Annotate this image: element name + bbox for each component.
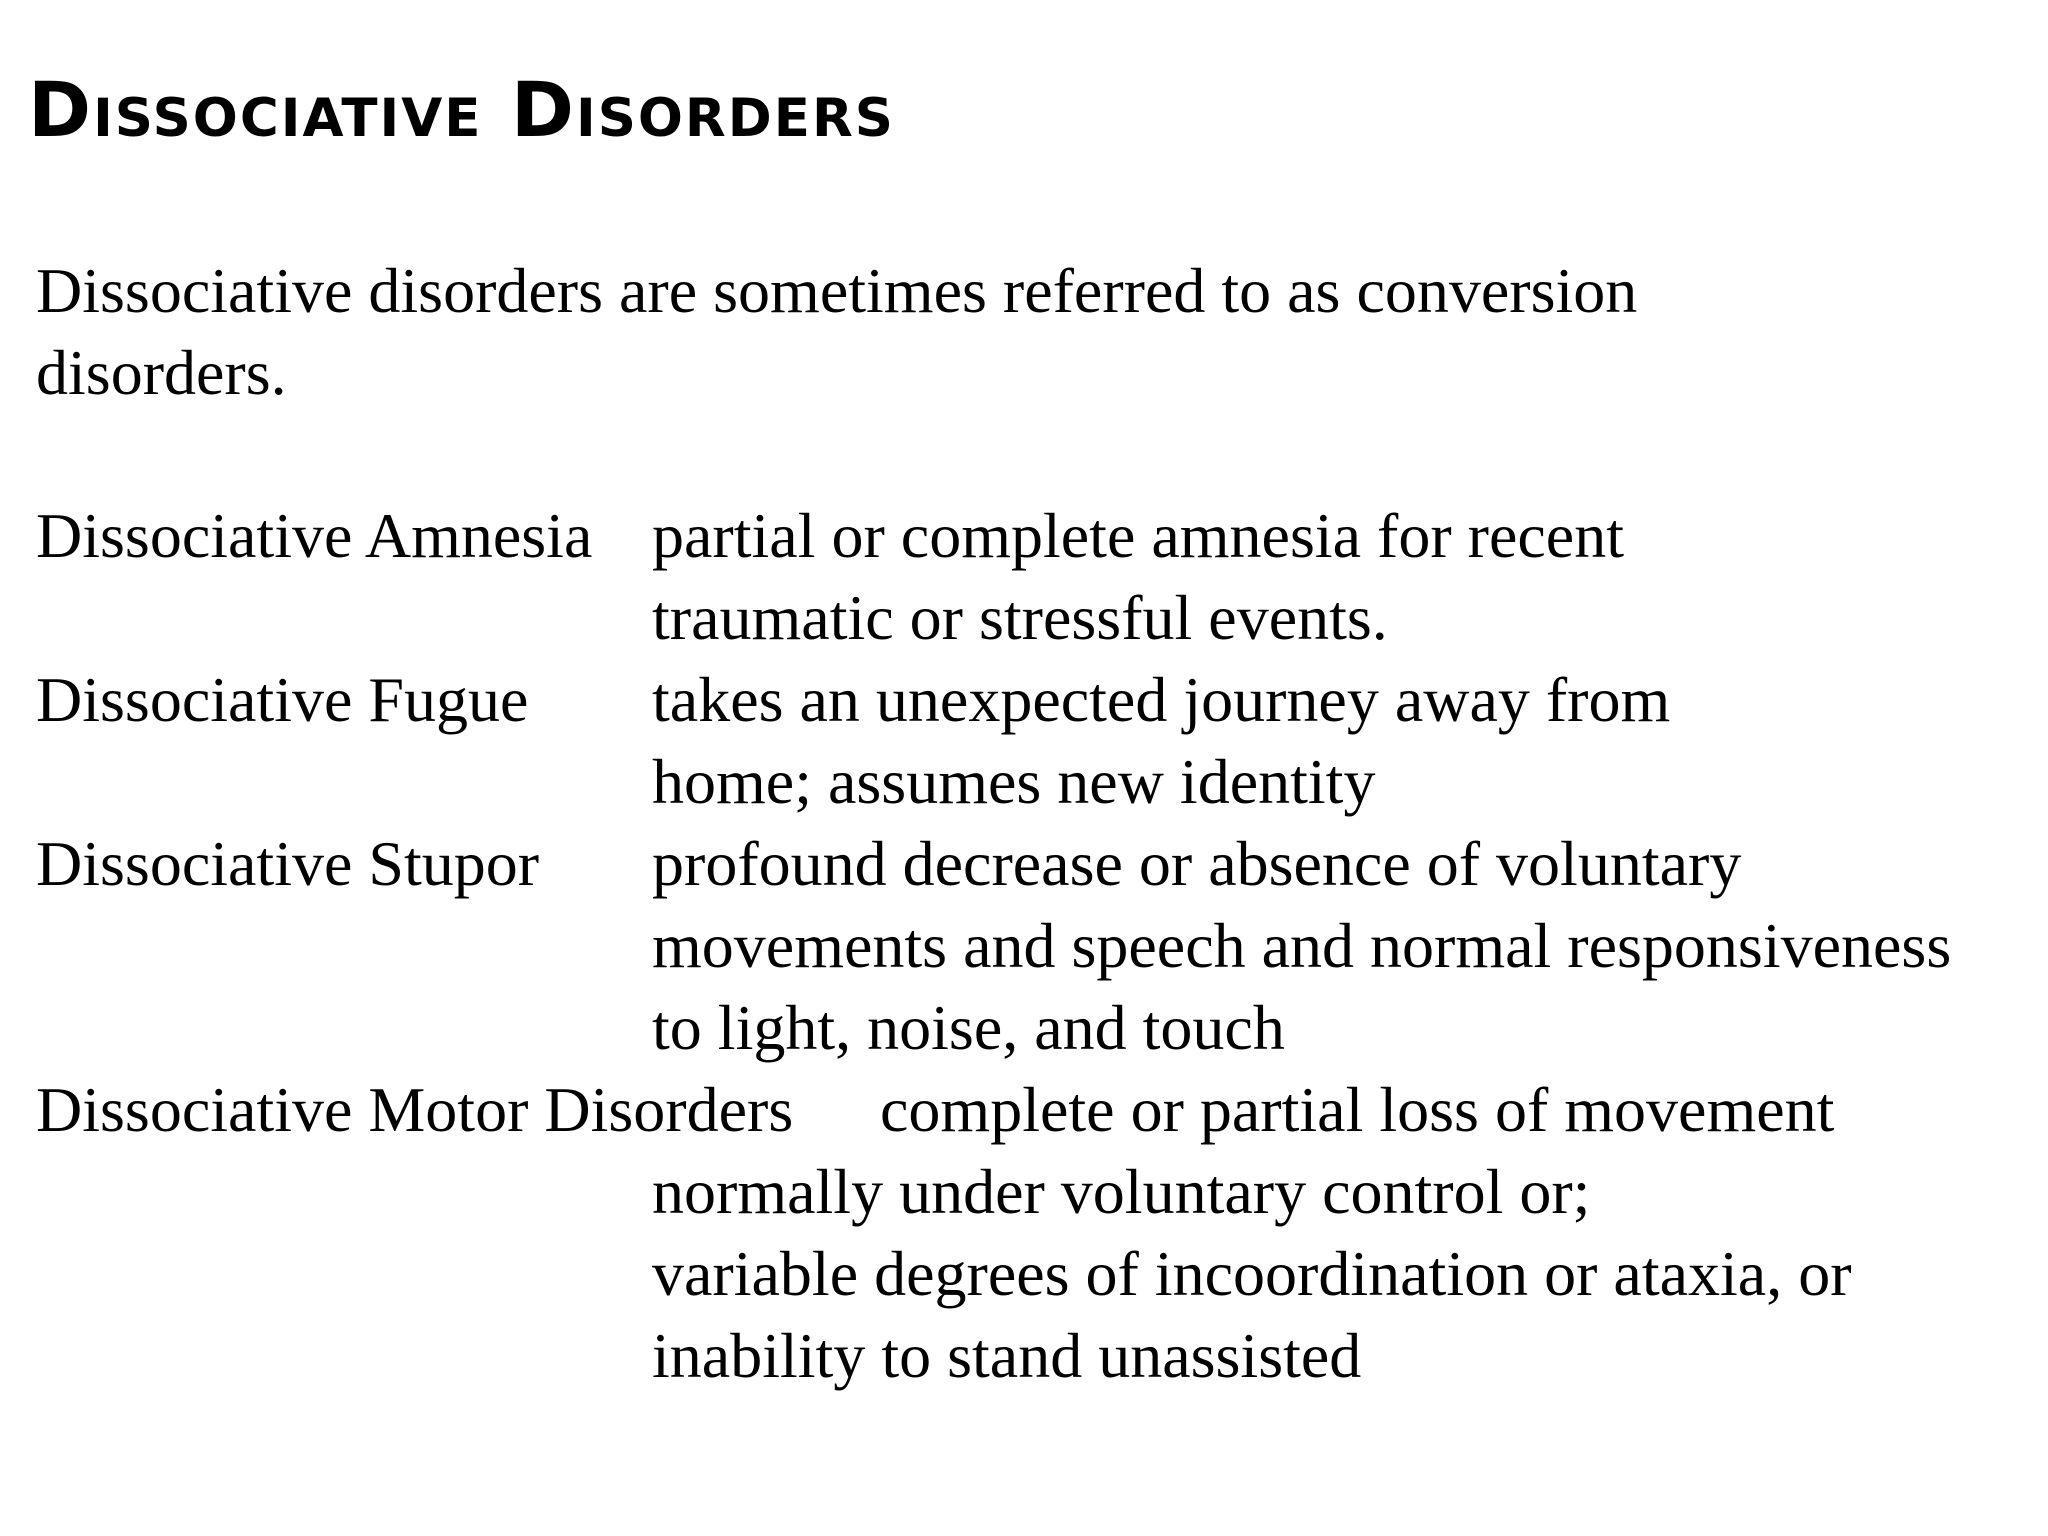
definition-line: traumatic or stressful events.: [652, 582, 1388, 653]
definition-line: partial or complete amnesia for recent: [652, 500, 1624, 571]
page-title: Dissociative Disorders: [28, 65, 895, 154]
definition-line: takes an unexpected journey away from: [652, 664, 1671, 735]
definition-line: to light, noise, and touch: [652, 992, 1285, 1063]
definition-line: variable degrees of incoordination or ataxia, or: [652, 1238, 1852, 1309]
intro-line: Dissociative disorders are sometimes referred to as conversion: [36, 255, 1638, 326]
definition-line: complete or partial loss of movement: [880, 1074, 1835, 1145]
intro-paragraph: [36, 250, 1637, 414]
definition-line: inability to stand unassisted: [652, 1320, 1362, 1391]
definition-line: normally under voluntary control or;: [652, 1156, 1591, 1227]
term-dissociative-fugue: Dissociative Fugue: [36, 664, 529, 735]
term-dissociative-amnesia: Dissociative Amnesia: [36, 500, 593, 571]
definition-line: home; assumes new identity: [652, 746, 1376, 817]
term-dissociative-motor-disorders: Dissociative Motor Disorders: [36, 1074, 794, 1145]
term-dissociative-stupor: Dissociative Stupor: [36, 828, 540, 899]
definition-line: profound decrease or absence of voluntary: [652, 828, 1742, 899]
definition-line: movements and speech and normal responsiveness: [652, 910, 1952, 981]
intro-line: disorders.: [36, 337, 287, 408]
